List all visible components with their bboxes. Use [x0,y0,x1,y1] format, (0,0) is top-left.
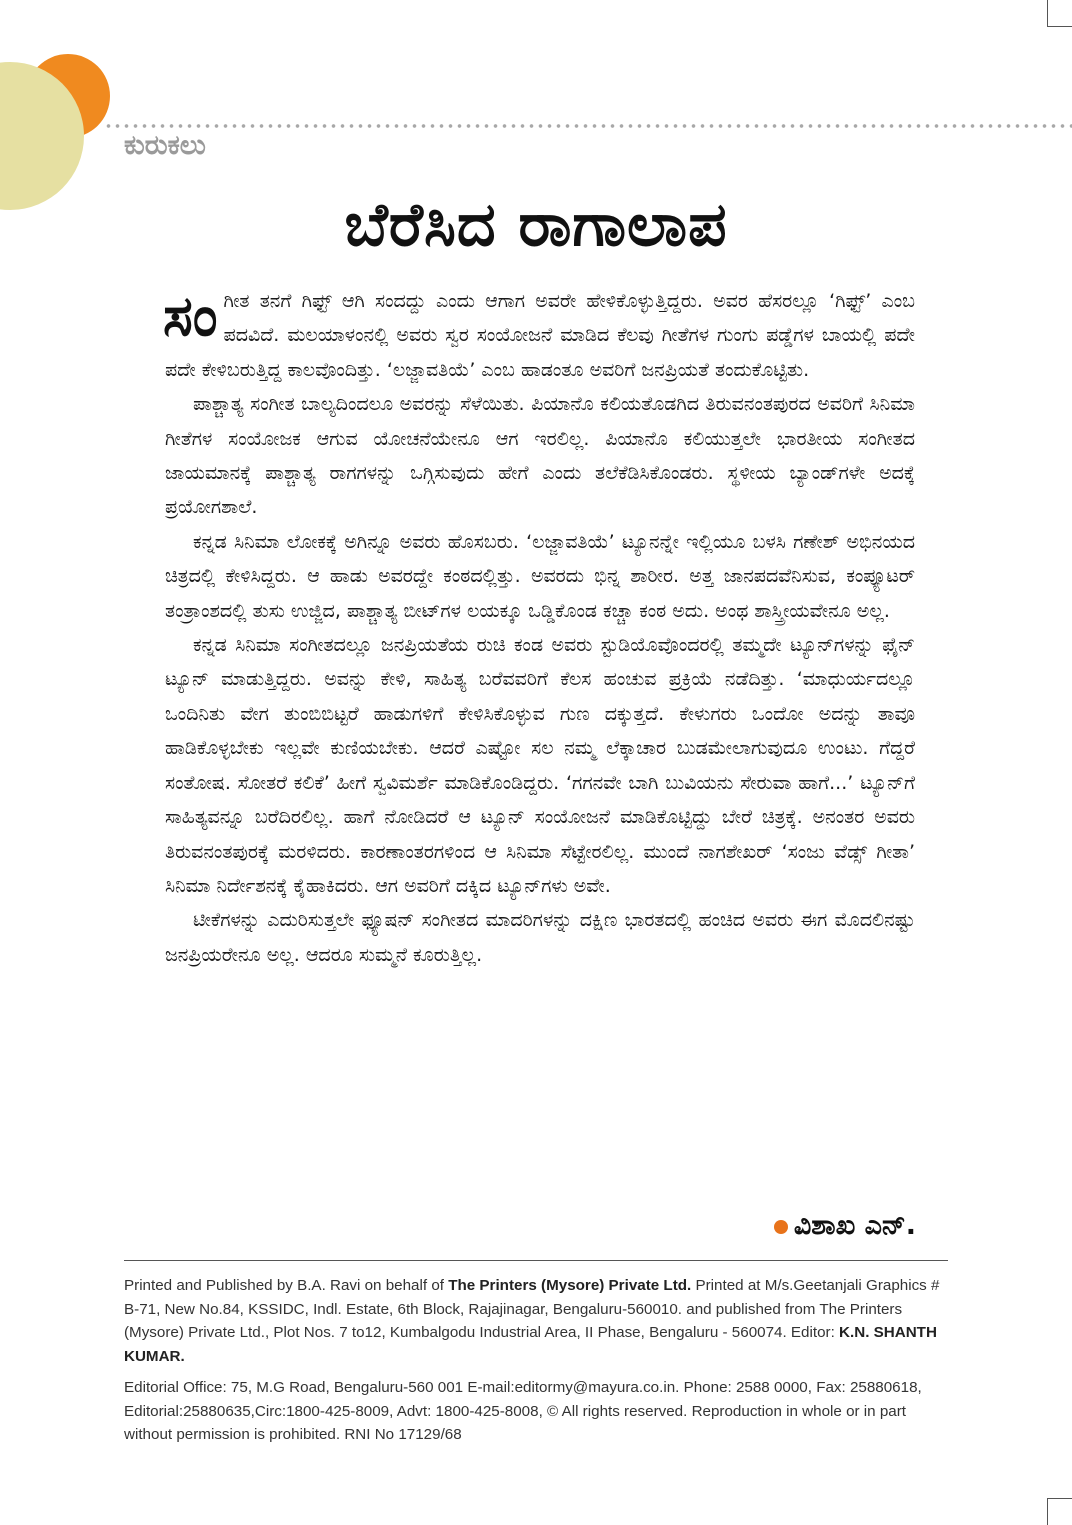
article-title: ಬೆರೆಸಿದ ರಾಗಾಲಾಪ [344,190,728,260]
paragraph-text: ಗೀತ ತನಗೆ ಗಿಫ್ಟ್ ಆಗಿ ಸಂದದ್ದು ಎಂದು ಆಗಾಗ ಅವರೇ ಹೇಳಿಕೊಳ್ಳುತ್ತಿದ್ದರು. ಅವರ ಹೆಸರಲ್ಲೂ ‘ಗಿಫ್ಟ್’ ಎಂಬ ಪದವಿದೆ. ಮಲಯಾಳಂನಲ್ಲಿ ಅವರು ಸ್ವರ ಸಂಯೋಜನೆ ಮಾಡಿದ ಕೆಲವು ಗೀತೆಗಳ ಗುಂಗು ಪಡ್ಡೆಗಳ ಬಾಯಲ್ಲಿ ಪದೇ ಪದೇ ಕೇಳಿಬರುತ್ತಿದ್ದ ಕಾಲವೊಂದಿತ್ತು. ‘ಲಜ್ಜಾವತಿಯೆ’ ಎಂಬ ಹಾಡಂತೂ ಅವರಿಗೆ ಜನಪ್ರಿಯತೆ ತಂದುಕೊಟ್ಟಿತು. [165,290,915,381]
imprint-publisher [124,1274,954,1368]
imprint-office: Editorial Office: 75, M.G Road, Bengaluru-560 001 E-mail:editormy@mayura.co.in. Phone: 2588 0000, Fax: 25880618, Editorial:25880635,Circ:1800-425-8009, Advt: 1800-425-8008, © All rights reserved. Reproduction in whole or in part without permission is prohibited. RNI No 17129/68 [124,1379,922,1443]
crop-mark-bottom-right [1047,1498,1072,1525]
byline [774,1210,916,1242]
section-label: ಕುರುಕಲು [124,130,206,161]
dotted-divider [104,123,1072,129]
author-name: ವಿಶಾಖ ಎನ್. [793,1210,916,1241]
article-paragraph: ಕನ್ನಡ ಸಿನಿಮಾ ಲೋಕಕ್ಕೆ ಅಗಿನ್ನೂ ಅವರು ಹೊಸಬರು. ‘ಲಜ್ಜಾವತಿಯೆ’ ಟ್ಯೂನನ್ನೇ ಇಲ್ಲಿಯೂ ಬಳಸಿ ಗಣೇಶ್ ಅಭಿನಯದ ಚಿತ್ರದಲ್ಲಿ ಕೇಳಿಸಿದ್ದರು. ಆ ಹಾಡು ಅವರದ್ದೇ ಕಂಠದಲ್ಲಿತ್ತು. ಅವರದು ಭಿನ್ನ ಶಾರೀರ. ಅತ್ತ ಜಾನಪದವೆನಿಸುವ, ಕಂಪ್ಯೂಟರ್ ತಂತ್ರಾಂಶದಲ್ಲಿ ತುಸು ಉಜ್ಜಿದ, ಪಾಶ್ಚಾತ್ಯ ಬೀಟ್‌ಗಳ ಲಯಕ್ಕೂ ಒಡ್ಡಿಕೊಂಡ ಕಚ್ಚಾ ಕಂಠ ಅದು. ಅಂಥ ಶಾಸ್ತ್ರೀಯವೇನೂ ಅಲ್ಲ. [165,530,915,622]
decorative-circles [0,0,130,215]
imprint-text: Printed and Published by B.A. Ravi on behalf of [124,1277,449,1294]
crop-mark-top-right [1047,0,1072,27]
article-paragraph: ಟೀಕೆಗಳನ್ನು ಎದುರಿಸುತ್ತಲೇ ಫ್ಯೂಷನ್ ಸಂಗೀತದ ಮಾದರಿಗಳನ್ನು ದಕ್ಷಿಣ ಭಾರತದಲ್ಲಿ ಹಂಚಿದ ಅವರು ಈಗ ಮೊದಲಿನಷ್ಟು ಜನಪ್ರಿಯರೇನೂ ಅಲ್ಲ. ಆದರೂ ಸುಮ್ಮನೆ ಕೂರುತ್ತಿಲ್ಲ. [165,909,915,966]
bullet-dot-icon [774,1220,788,1234]
footer-rule [124,1260,948,1261]
editor-name: K.N. SHANTH KUMAR. [124,1324,937,1365]
article-paragraph: ಪಾಶ್ಚಾತ್ಯ ಸಂಗೀತ ಬಾಲ್ಯದಿಂದಲೂ ಅವರನ್ನು ಸೆಳೆಯಿತು. ಪಿಯಾನೊ ಕಲಿಯತೊಡಗಿದ ತಿರುವನಂತಪುರದ ಅವರಿಗೆ ಸಿನಿಮಾ ಗೀತೆಗಳ ಸಂಯೋಜಕ ಆಗುವ ಯೋಚನೆಯೇನೂ ಆಗ ಇರಲಿಲ್ಲ. ಪಿಯಾನೊ ಕಲಿಯುತ್ತಲೇ ಭಾರತೀಯ ಸಂಗೀತದ ಜಾಯಮಾನಕ್ಕೆ ಪಾಶ್ಚಾತ್ಯ ರಾಗಗಳನ್ನು ಒಗ್ಗಿಸುವುದು ಹೇಗೆ ಎಂದು ತಲೆಕೆಡಿಸಿಕೊಂಡರು. ಸ್ಥಳೀಯ ಬ್ಯಾಂಡ್‌ಗಳೇ ಅದಕ್ಕೆ ಪ್ರಯೋಗಶಾಲೆ. [165,393,915,519]
article-paragraph: ಕನ್ನಡ ಸಿನಿಮಾ ಸಂಗೀತದಲ್ಲೂ ಜನಪ್ರಿಯತೆಯ ರುಚಿ ಕಂಡ ಅವರು ಸ್ಟುಡಿಯೊವೊಂದರಲ್ಲಿ ತಮ್ಮದೇ ಟ್ಯೂನ್‌ಗಳನ್ನು ಫೈನ್ ಟ್ಯೂನ್ ಮಾಡುತ್ತಿದ್ದರು. ಅವನ್ನು ಕೇಳಿ, ಸಾಹಿತ್ಯ ಬರೆವವರಿಗೆ ಕೆಲಸ ಹಂಚುವ ಪ್ರಕ್ರಿಯೆ ನಡೆದಿತ್ತು. ‘ಮಾಧುರ್ಯದಲ್ಲೂ ಒಂದಿನಿತು ವೇಗ ತುಂಬಿಬಿಟ್ಟರೆ ಹಾಡುಗಳಿಗೆ ಕೇಳಿಸಿಕೊಳ್ಳುವ ಗುಣ ದಕ್ಕುತ್ತದೆ. ಕೇಳುಗರು ಒಂದೋ ಅದನ್ನು ತಾವೂ ಹಾಡಿಕೊಳ್ಳಬೇಕು ಇಲ್ಲವೇ ಕುಣಿಯಬೇಕು. ಆದರೆ ಎಷ್ಟೋ ಸಲ ನಮ್ಮ ಲೆಕ್ಕಾಚಾರ ಬುಡಮೇಲಾಗುವುದೂ ಉಂಟು. ಗೆದ್ದರೆ ಸಂತೋಷ. ಸೋತರೆ ಕಲಿಕೆ’ ಹೀಗೆ ಸ್ವವಿಮರ್ಶೆ ಮಾಡಿಕೊಂಡಿದ್ದರು. ‘ಗಗನವೇ ಬಾಗಿ ಬುವಿಯನು ಸೇರುವಾ ಹಾಗೆ...’ ಟ್ಯೂನ್‌ಗೆ ಸಾಹಿತ್ಯವನ್ನೂ ಬರೆದಿರಲಿಲ್ಲ. ಹಾಗೆ ನೋಡಿದರೆ ಆ ಟ್ಯೂನ್ ಸಂಯೋಜನೆ ಮಾಡಿಕೊಟ್ಟಿದ್ದು ಬೇರೆ ಚಿತ್ರಕ್ಕೆ. ಅನಂತರ ಅವರು ತಿರುವನಂತಪುರಕ್ಕೆ ಮರಳಿದರು. ಕಾರಣಾಂತರಗಳಿಂದ ಆ ಸಿನಿಮಾ ಸೆಟ್ಟೇರಲಿಲ್ಲ. ಮುಂದೆ ನಾಗಶೇಖರ್ ‘ಸಂಜು ವೆಡ್ಸ್ ಗೀತಾ’ ಸಿನಿಮಾ ನಿರ್ದೇಶನಕ್ಕೆ ಕೈಹಾಕಿದರು. ಆಗ ಅವರಿಗೆ ದಕ್ಕಿದ ಟ್ಯೂನ್‌ಗಳು ಅವೇ. [165,634,915,897]
article-body [165,284,915,972]
article-paragraph [165,284,915,387]
imprint-text: Printed at M/s.Geetanjali Graphics # B-71, New No.84, KSSIDC, Indl. Estate, 6th Block, Rajajinagar, Bengaluru-560010. and published from The Printers (Mysore) Private Ltd., Plot Nos. 7 to12, Kumbalgodu Industrial Area, II Phase, Bengaluru - 560074. Editor: [124,1277,940,1341]
drop-cap: ಸಂ [163,284,218,349]
publisher-name: The Printers (Mysore) Private Ltd. [448,1277,692,1294]
imprint-block [124,1274,954,1447]
